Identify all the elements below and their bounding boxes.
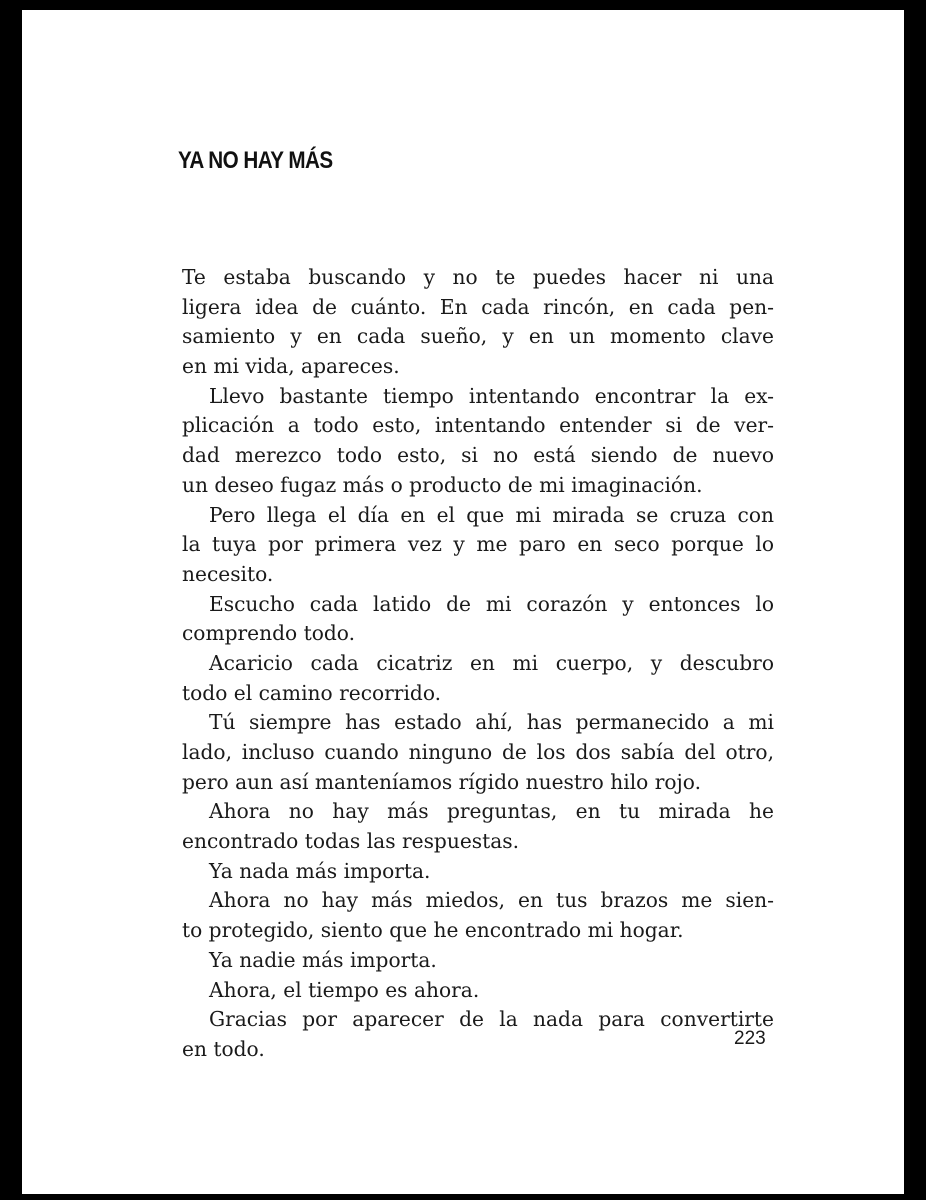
paragraph [182,857,774,887]
text-line: pero aun así manteníamos rígido nuestro hilo rojo. [182,769,702,794]
text-line: lado, incluso cuando ninguno de los dos sabía del otro, [182,740,774,764]
paragraph [182,886,774,945]
text-line: Ya nada más importa. [209,858,431,883]
paragraph [182,708,774,797]
paragraph [182,946,774,976]
paragraph [182,649,774,708]
text-line: dad merezco todo esto, si no está siendo de nuevo [182,443,774,468]
text-line: Llevo bastante tiempo intentando encontrar la ex- [209,383,774,408]
paragraph [182,976,774,1006]
text-line: Ya nadie más importa. [209,947,437,972]
text-line: un deseo fugaz más o producto de mi imaginación. [182,472,703,497]
text-line: encontrado todas las respuestas. [182,829,520,854]
text-line: la tuya por primera vez y me paro en seco porque lo [182,532,774,557]
paragraph [182,1005,774,1064]
text-line: necesito. [182,561,274,586]
text-line: plicación a todo esto, intentando entender si de ver- [182,413,774,438]
paragraph [182,263,774,382]
text-line: todo el camino recorrido. [182,680,442,705]
text-line: comprendo todo. [182,621,356,646]
paragraph [182,382,774,501]
text-line: Ahora no hay más preguntas, en tu mirada he [209,799,774,824]
text-line: en mi vida, apareces. [182,354,400,379]
text-line: Ahora, el tiempo es ahora. [209,977,480,1002]
text-line: ligera idea de cuánto. En cada rincón, en cada pen- [182,294,774,319]
text-line: Te estaba buscando y no te puedes hacer ni una [182,265,774,289]
chapter-body [182,263,774,1065]
text-line: Escucho cada latido de mi corazón y entonces lo [209,591,774,616]
paragraph [182,797,774,856]
text-line: samiento y en cada sueño, y en un momento clave [182,324,774,349]
text-line: Acaricio cada cicatriz en mi cuerpo, y descubro [209,650,774,675]
chapter-title: YA NO HAY MÁS [178,147,333,174]
text-line: Tú siempre has estado ahí, has permanecido a mi [209,710,774,735]
text-line: en todo. [182,1036,265,1061]
paragraph [182,590,774,649]
book-page [22,10,904,1194]
page-number: 223 [734,1028,766,1049]
text-line: Pero llega el día en el que mi mirada se cruza con [209,502,774,527]
paragraph [182,501,774,590]
text-line: Gracias por aparecer de la nada para convertirte [209,1007,774,1032]
text-line: to protegido, siento que he encontrado mi hogar. [182,918,684,943]
text-line: Ahora no hay más miedos, en tus brazos me sien- [209,888,774,913]
